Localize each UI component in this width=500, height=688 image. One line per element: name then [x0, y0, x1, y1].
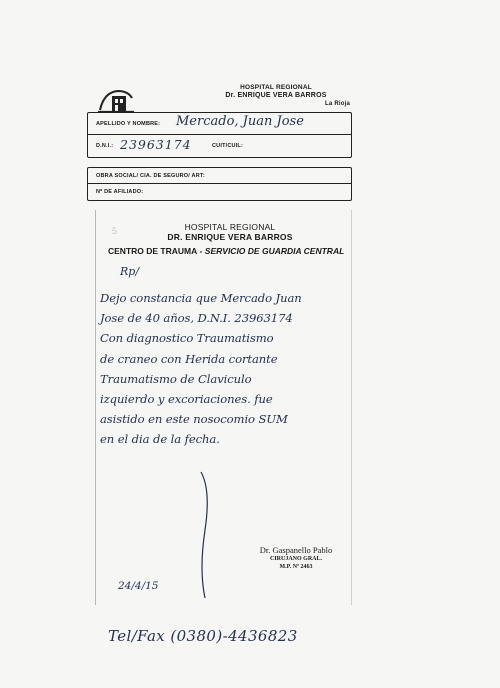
dni-value: 23963174 [120, 137, 192, 152]
service-line [108, 246, 344, 256]
faint-mark: 5 [112, 226, 118, 236]
body-line: Dejo constancia que Mercado Juan [100, 291, 302, 305]
name-value: Mercado, Juan Jose [176, 114, 304, 129]
body-line: izquierdo y excoriaciones. fue [100, 392, 273, 407]
servicio-label: - SERVICIO DE GUARDIA CENTRAL [197, 246, 345, 256]
date: 24/4/15 [118, 580, 159, 592]
afiliado-label: Nº DE AFILIADO: [96, 189, 144, 195]
afiliado-row [87, 183, 352, 201]
doctor-name: Dr. Gaspanello Pablo [259, 545, 333, 555]
body-line: Con diagnostico Traumatismo [100, 331, 274, 346]
name-label: APELLIDO Y NOMBRE: [96, 121, 161, 127]
doctor-title: CIRUJANO GRAL. [269, 555, 322, 562]
hospital-header-line1: HOSPITAL REGIONAL [240, 84, 312, 91]
body-line: en el dia de la fecha. [100, 432, 220, 447]
prescription-hospital-line2: DR. ENRIQUE VERA BARROS [167, 232, 293, 242]
hospital-header [196, 84, 356, 108]
signature-mark [175, 470, 225, 600]
name-row [87, 112, 352, 135]
body-line: asistido en este nosocomio SUM [100, 412, 288, 427]
rp-mark: Rp/ [120, 265, 140, 278]
obra-social-label: OBRA SOCIAL/ CIA. DE SEGURO/ ART: [96, 173, 205, 179]
body-line: Traumatismo de Claviculo [100, 371, 252, 386]
obra-social-row [87, 167, 352, 184]
doctor-mp: M.P. Nº 2463 [279, 564, 313, 570]
hospital-header-line2: Dr. ENRIQUE VERA BARROS [225, 92, 327, 99]
doctor-stamp [250, 546, 342, 572]
body-line: de craneo con Herida cortante [100, 351, 278, 366]
prescription-hospital-line1: HOSPITAL REGIONAL [184, 222, 276, 232]
phone-number: Tel/Fax (0380)-4436823 [108, 627, 298, 645]
dni-label: D.N.I.: [96, 143, 114, 149]
dni-row [87, 134, 352, 158]
hospital-header-line3: La Rioja [325, 101, 350, 107]
prescription-hospital [150, 222, 310, 242]
centro-label: CENTRO DE TRAUMA [108, 246, 198, 256]
hospital-logo-icon [98, 88, 134, 114]
prescription-body [100, 288, 350, 450]
cuit-label: CUIT/CUIL: [212, 143, 244, 149]
body-line: Jose de 40 años, D.N.I. 23963174 [100, 311, 293, 326]
